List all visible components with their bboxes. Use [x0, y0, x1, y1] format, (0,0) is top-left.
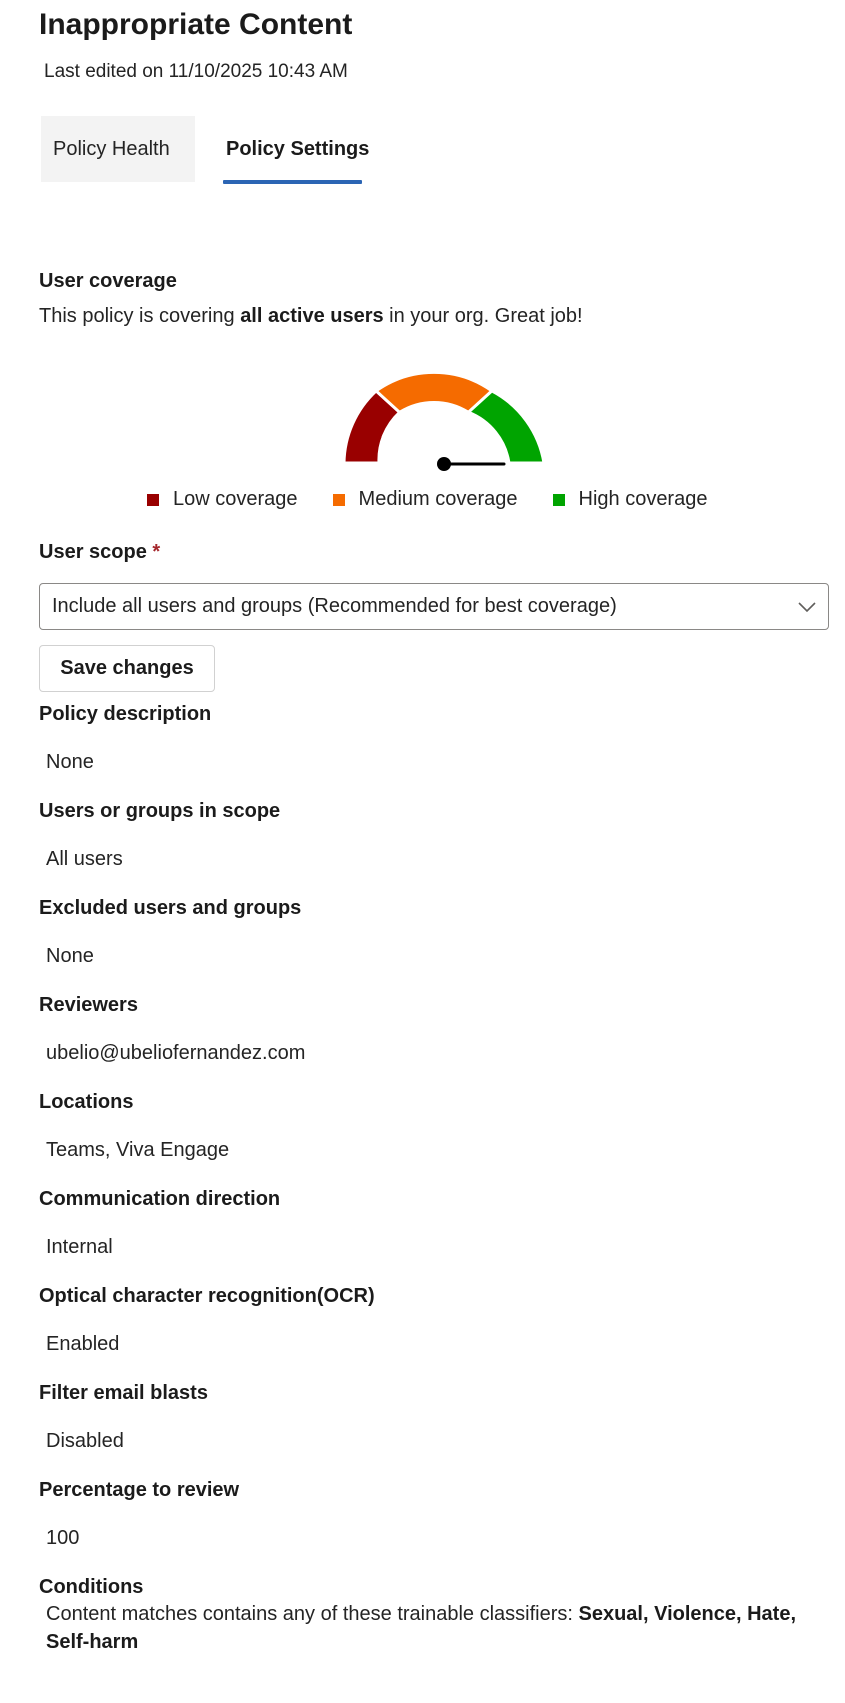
chevron-down-icon: [796, 596, 818, 618]
last-edited-timestamp: Last edited on 11/10/2025 10:43 AM: [44, 61, 348, 82]
users-in-scope-value: All users: [46, 848, 123, 870]
conditions-value: [46, 1600, 826, 1656]
user-scope-label-text: User scope: [39, 541, 147, 563]
users-in-scope-label: Users or groups in scope: [39, 800, 281, 822]
conditions-text: Content matches contains any of these trainable classifiers:: [46, 1603, 579, 1625]
coverage-message: [39, 305, 583, 328]
ocr-value: Enabled: [46, 1333, 120, 1355]
legend-label-medium: Medium coverage: [358, 488, 518, 510]
medium-coverage-swatch: [333, 494, 345, 506]
filter-email-blasts-label: Filter email blasts: [39, 1382, 208, 1404]
percentage-to-review-value: 100: [46, 1527, 80, 1549]
save-changes-button[interactable]: Save changes: [39, 645, 215, 692]
coverage-message-emphasis: all active users: [240, 305, 384, 327]
user-scope-label: [39, 541, 160, 564]
user-scope-dropdown[interactable]: [39, 583, 829, 630]
excluded-users-value: None: [46, 945, 94, 967]
gauge-needle-pivot: [437, 457, 451, 471]
legend-item-low: [147, 488, 298, 511]
legend-item-medium: [333, 488, 518, 511]
reviewers-label: Reviewers: [39, 994, 138, 1016]
communication-direction-label: Communication direction: [39, 1188, 281, 1210]
tab-policy-settings[interactable]: Policy Settings: [195, 116, 375, 182]
high-coverage-swatch: [553, 494, 565, 506]
policy-description-label: Policy description: [39, 703, 212, 725]
conditions-label: Conditions: [39, 1576, 144, 1598]
excluded-users-label: Excluded users and groups: [39, 897, 302, 919]
percentage-to-review-label: Percentage to review: [39, 1479, 240, 1501]
required-marker: *: [152, 541, 161, 563]
gauge-legend: [147, 488, 742, 511]
tab-policy-health[interactable]: Policy Health: [41, 116, 195, 182]
coverage-message-start: This policy is covering: [39, 305, 241, 327]
conditions-classifiers: Sexual, Violence, Hate, Self-harm: [46, 1603, 797, 1653]
coverage-gauge: [324, 343, 564, 473]
page-title: Inappropriate Content: [39, 8, 353, 41]
locations-label: Locations: [39, 1091, 134, 1113]
gauge-high-segment: [468, 391, 544, 463]
legend-item-high: [553, 488, 708, 511]
user-scope-selected-value: Include all users and groups (Recommended for best coverage): [52, 595, 617, 617]
tab-list: [41, 116, 375, 182]
legend-label-low: Low coverage: [173, 488, 298, 510]
low-coverage-swatch: [147, 494, 159, 506]
reviewers-value: ubelio@ubeliofernandez.com: [46, 1042, 306, 1064]
user-coverage-heading: User coverage: [39, 270, 177, 292]
communication-direction-value: Internal: [46, 1236, 113, 1258]
coverage-message-end: in your org. Great job!: [383, 305, 583, 327]
filter-email-blasts-value: Disabled: [46, 1430, 124, 1452]
ocr-label: Optical character recognition(OCR): [39, 1285, 375, 1307]
locations-value: Teams, Viva Engage: [46, 1139, 230, 1161]
legend-label-high: High coverage: [578, 488, 708, 510]
policy-description-value: None: [46, 751, 94, 773]
